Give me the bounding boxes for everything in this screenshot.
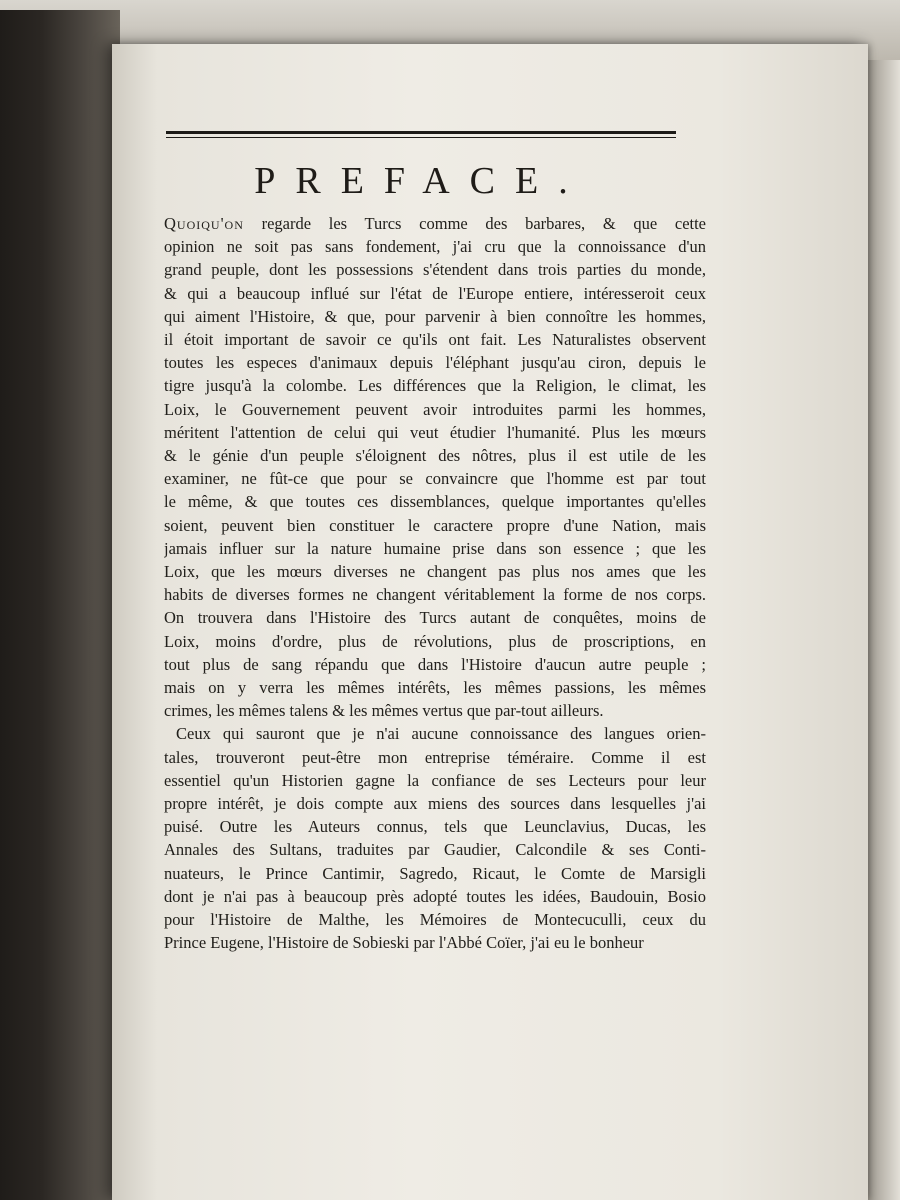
preface-body: [164, 212, 706, 955]
text-line: [164, 212, 706, 235]
text-line: toutes les especes d'animaux depuis l'éléphant jusqu'au ciron, depuis le: [164, 353, 706, 373]
text-line: propre intérêt, je dois compte aux miens des sources dans lesquelles j'ai: [164, 794, 706, 814]
text-line: Prince Eugene, l'Histoire de Sobieski par l'Abbé Coïer, j'ai eu le bonheur: [164, 933, 644, 953]
text-line: jamais influer sur la nature humaine prise dans son essence ; que les: [164, 538, 706, 558]
text-line: méritent l'attention de celui qui veut étudier l'humanité. Plus les mœurs: [164, 422, 706, 442]
text-line: & qui a beaucoup influé sur l'état de l'Europe entiere, intéresseroit ceux: [164, 283, 706, 303]
text-line: qui aiment l'Histoire, & que, pour parvenir à bien connoître les hommes,: [164, 306, 706, 326]
opening-word: Quoiqu'on: [164, 214, 244, 233]
text-line: Loix, le Gouvernement peuvent avoir introduites parmi les hommes,: [164, 399, 706, 419]
text-line: tigre jusqu'à la colombe. Les différences que la Religion, le climat, les: [164, 376, 706, 396]
text-line: dont je n'ai pas à beaucoup près adopté toutes les idées, Baudouin, Bosio: [164, 886, 706, 906]
text-line: Loix, moins d'ordre, plus de révolutions, plus de proscriptions, en: [164, 631, 706, 651]
book-cover-left: [0, 10, 120, 1200]
text-line: essentiel qu'un Historien gagne la confiance de ses Lecteurs pour leur: [164, 770, 706, 790]
text-line: pour l'Histoire de Malthe, les Mémoires de Montecuculli, ceux du: [164, 910, 706, 930]
text-line: mais on y verra les mêmes intérêts, les mêmes passions, les mêmes: [164, 678, 706, 698]
text-line: Loix, que les mœurs diverses ne changent pas plus nos ames que les: [164, 562, 706, 582]
text-line: le même, & que toutes ces dissemblances, quelque importantes qu'elles: [164, 492, 706, 512]
text-line: soient, peuvent bien constituer le caractere propre d'une Nation, mais: [164, 515, 706, 535]
header-rule-thick: [166, 131, 676, 134]
text-line: opinion ne soit pas sans fondement, j'ai cru que la connoissance d'un: [164, 237, 706, 257]
text-line: grand peuple, dont les possessions s'étendent dans trois parties du monde,: [164, 260, 706, 280]
text-line: examiner, ne fût-ce que pour se convaincre que l'homme est par tout: [164, 469, 706, 489]
text-line: tout plus de sang répandu que dans l'Histoire d'aucun autre peuple ;: [164, 654, 706, 674]
text-line: puisé. Outre les Auteurs connus, tels que Leunclavius, Ducas, les: [164, 817, 706, 837]
text-line: nuateurs, le Prince Cantimir, Sagredo, Ricaut, le Comte de Marsigli: [164, 863, 706, 883]
paragraph-1: [164, 212, 706, 722]
text-line: crimes, les mêmes talens & les mêmes vertus que par-tout ailleurs.: [164, 701, 604, 721]
book-page: [112, 44, 868, 1200]
page-title: PREFACE.: [254, 160, 588, 202]
text-line: il étoit important de savoir ce qu'ils ont fait. Les Naturalistes observent: [164, 330, 706, 350]
header-rule-thin: [166, 137, 676, 138]
text-line: Ceux qui sauront que je n'ai aucune connoissance des langues orien-: [176, 724, 706, 744]
paragraph-2: [164, 722, 706, 954]
text-line: habits de diverses formes ne changent véritablement la forme de nos corps.: [164, 585, 706, 605]
text-line: On trouvera dans l'Histoire des Turcs autant de conquêtes, moins de: [164, 608, 706, 628]
text-line-content: regarde les Turcs comme des barbares, & que cette: [261, 214, 706, 233]
text-line: & le génie d'un peuple s'éloignent des nôtres, plus il est utile de les: [164, 446, 706, 466]
text-line: Annales des Sultans, traduites par Gaudier, Calcondile & ses Conti-: [164, 840, 706, 860]
text-line: tales, trouveront peut-être mon entreprise téméraire. Comme il est: [164, 747, 706, 767]
